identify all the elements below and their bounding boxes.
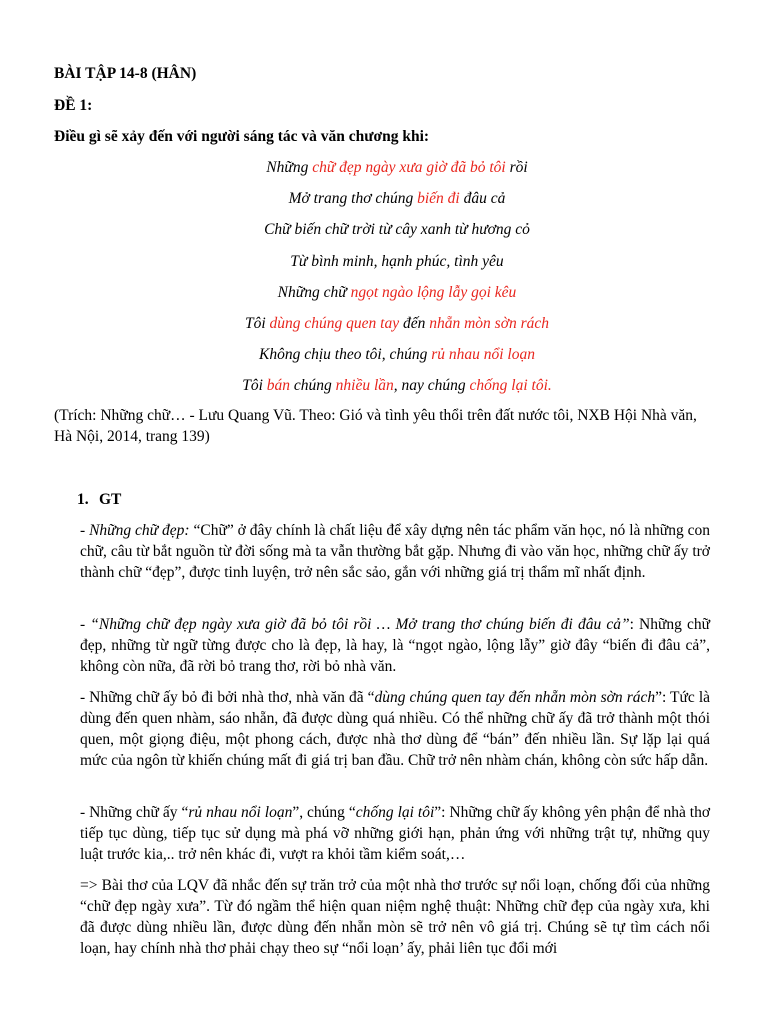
poem-line-2: Mở trang thơ chúng biến đi đâu cả — [288, 190, 506, 207]
poem-line-1: Những chữ đẹp ngày xưa giờ đã bỏ tôi rồi — [266, 159, 528, 176]
section-number: 1. — [77, 491, 89, 508]
poem-line-6: Tôi dùng chúng quen tay đến nhẵn mòn sờn rách — [244, 315, 550, 332]
section-heading — [77, 490, 121, 510]
paragraph-4: - Những chữ ấy “rủ nhau nổi loạn”, chúng “chống lại tôi”: Những chữ ấy không yên phận để nhà thơ tiếp tục dùng, tiếp tục sử dụng mà phá vỡ những giới hạn, phản ứng với những trật tự, những quy luật trước kia,.. trở nên khác đi, vượt ra khỏi tầm kiểm soát,… — [80, 804, 711, 863]
poem-line-5: Những chữ ngọt ngào lộng lẫy gọi kêu — [277, 284, 517, 301]
poem-line-8: Tôi bán chúng nhiều lần, nay chúng chống lại tôi. — [242, 377, 552, 394]
poem-line-3: Chữ biến chữ trời từ cây xanh từ hương cỏ — [264, 221, 530, 238]
poem-line-7: Không chịu theo tôi, chúng rủ nhau nổi loạn — [259, 346, 535, 363]
poem-line-4: Từ bình minh, hạnh phúc, tình yêu — [290, 253, 504, 270]
paragraph-2: - “Những chữ đẹp ngày xưa giờ đã bỏ tôi rồi … Mở trang thơ chúng biến đi đâu cả”: Những chữ đẹp, những từ ngữ từng được cho là đẹp, là hay, là “ngọt ngào, lộng lẫy” giờ đây “biến đi đâu cả”, không còn nữa, đã rời bỏ trang thơ, rời bỏ nhà văn. — [80, 616, 710, 675]
paragraph-5: => Bài thơ của LQV đã nhắc đến sự trăn trở của một nhà thơ trước sự nổi loạn, chống đối của những “chữ đẹp ngày xưa”. Từ đó ngầm thể hiện quan niệm nghệ thuật: Những chữ đẹp của ngày xưa, khi đã được dùng nhiều lần, được dùng đến nhẵn mòn sẽ trở nên vô giá trị. Chúng sẽ tự tìm cách nổi loạn, hay chính nhà thơ phải chạy theo sự “nổi loạn’ ấy, phải liên tục đổi mới — [80, 877, 710, 957]
exercise-title: BÀI TẬP 14-8 (HÂN) — [54, 65, 197, 82]
paragraph-1: - Những chữ đẹp: “Chữ” ở đây chính là chất liệu để xây dựng nên tác phẩm văn học, nó là những con chữ, câu từ bắt nguồn từ đời sống mà ta vẫn thường bắt gặp. Nhưng đi vào văn học, những chữ ấy trở thành chữ “đẹp”, được tinh luyện, trở nên sắc sảo, gắn với những giá trị thẩm mĩ nhất định. — [80, 522, 710, 581]
de-label: ĐỀ 1: — [54, 97, 93, 114]
paragraph-3: - Những chữ ấy bỏ đi bởi nhà thơ, nhà văn đã “dùng chúng quen tay đến nhẵn mòn sờn rách”: Tức là dùng đến quen nhàm, sáo nhẵn, đã được dùng quá nhiều. Có thể những chữ ấy đã trở thành một thói quen, một giọng điệu, một phong cách, được nhà thơ dùng để “bán” đến nhiều lần. Sự lặp lại quá mức của ngôn từ khiến chúng mất đi giá trị ban đầu. Chữ trở nên nhàm chán, không còn sức hấp dẫn. — [80, 689, 711, 769]
section-title: GT — [99, 491, 122, 508]
question: Điều gì sẽ xảy đến với người sáng tác và văn chương khi: — [54, 128, 430, 145]
source-citation: (Trích: Những chữ… - Lưu Quang Vũ. Theo: Gió và tình yêu thổi trên đất nước tôi, NXB Hội Nhà văn, Hà Nội, 2014, trang 139) — [54, 407, 697, 445]
